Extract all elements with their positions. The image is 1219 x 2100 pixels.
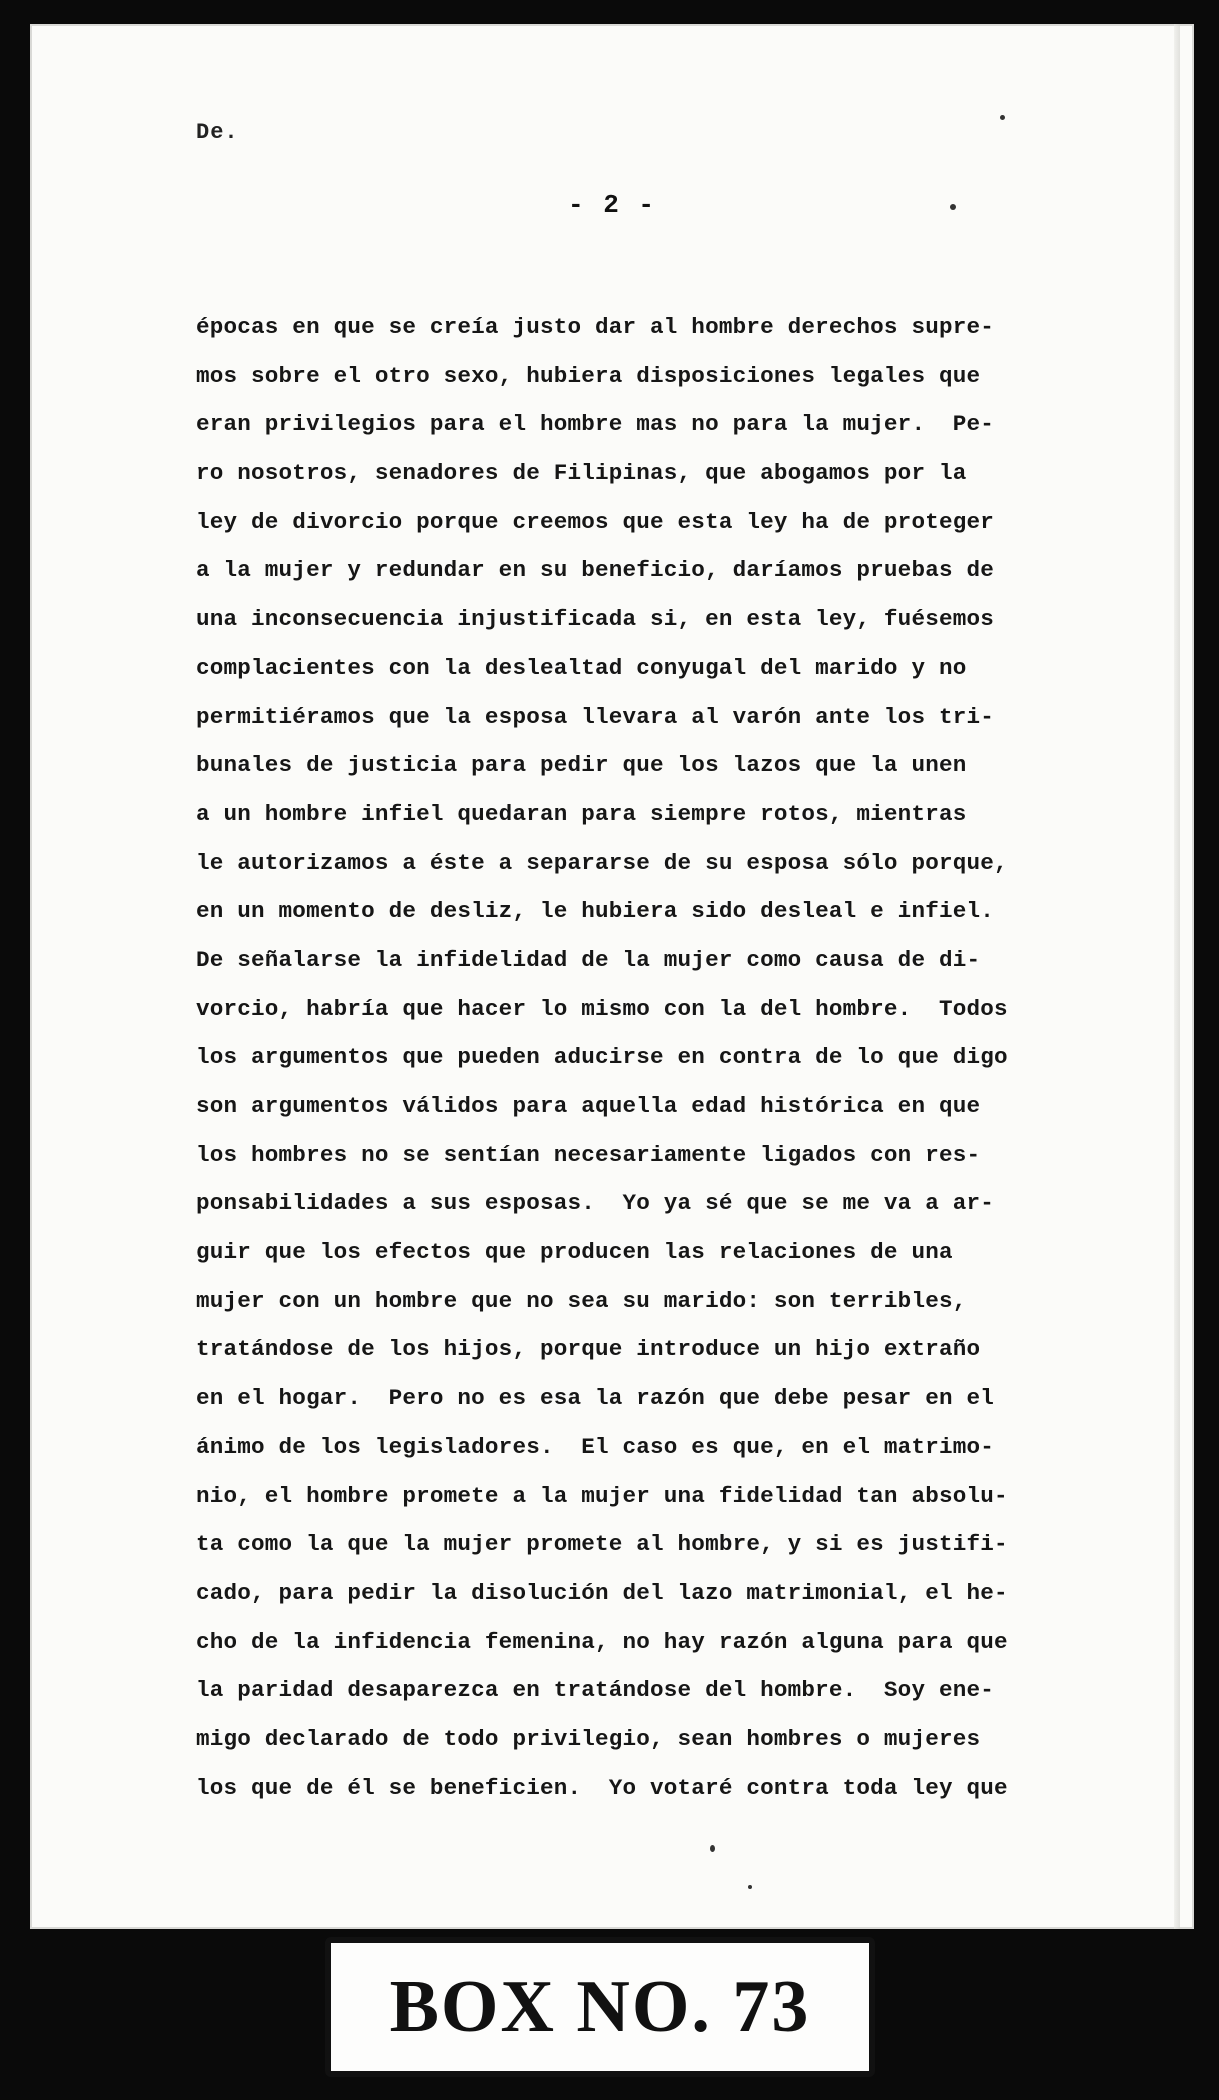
text-line: vorcio, habría que hacer lo mismo con la del hombre. Todos [196, 995, 1008, 1022]
page-edge [1174, 24, 1180, 1929]
text-line: a un hombre infiel quedaran para siempre rotos, mientras [196, 800, 967, 827]
text-line: los argumentos que pueden aducirse en contra de lo que digo [196, 1044, 1008, 1071]
text-line: ta como la que la mujer promete al hombre, y si es justifi- [196, 1531, 1008, 1558]
box-number-label: BOX NO. 73 [325, 1937, 875, 2077]
text-line: en el hogar. Pero no es esa la razón que debe pesar en el [196, 1385, 994, 1412]
text-line: mujer con un hombre que no sea su marido: son terribles, [196, 1287, 967, 1314]
page-reference: De. [196, 120, 239, 145]
text-line: los que de él se beneficien. Yo votaré contra toda ley que [196, 1774, 1008, 1801]
text-line: ponsabilidades a sus esposas. Yo ya sé que se me va a ar- [196, 1190, 994, 1217]
text-line: la paridad desaparezca en tratándose del hombre. Soy ene- [196, 1677, 994, 1704]
text-line: a la mujer y redundar en su beneficio, daríamos pruebas de [196, 557, 994, 584]
text-line: eran privilegios para el hombre mas no para la mujer. Pe- [196, 411, 994, 438]
text-line: son argumentos válidos para aquella edad histórica en que [196, 1093, 981, 1119]
text-line: migo declarado de todo privilegio, sean hombres o mujeres [196, 1725, 981, 1752]
text-line: nio, el hombre promete a la mujer una fidelidad tan absolu- [196, 1482, 1008, 1509]
text-line: ley de divorcio porque creemos que esta ley ha de proteger [196, 508, 994, 535]
text-line: guir que los efectos que producen las relaciones de una [196, 1239, 953, 1266]
text-line: tratándose de los hijos, porque introduce un hijo extraño [196, 1336, 981, 1363]
ink-speck [950, 204, 956, 210]
text-line: épocas en que se creía justo dar al hombre derechos supre- [196, 314, 994, 340]
text-line: permitiéramos que la esposa llevara al varón ante los tri- [196, 703, 994, 730]
text-line: mos sobre el otro sexo, hubiera disposiciones legales que [196, 362, 981, 389]
text-line: en un momento de desliz, le hubiera sido desleal e infiel. [196, 898, 994, 925]
text-line: cho de la infidencia femenina, no hay razón alguna para que [196, 1628, 1008, 1655]
text-line: De señalarse la infidelidad de la mujer como causa de di- [196, 946, 981, 973]
text-line: una inconsecuencia injustificada si, en esta ley, fuésemos [196, 606, 994, 633]
text-line: le autorizamos a éste a separarse de su esposa sólo porque, [196, 849, 1008, 876]
page-number: - 2 - [568, 190, 657, 220]
text-line: complacientes con la deslealtad conyugal del marido y no [196, 654, 967, 681]
text-line: bunales de justicia para pedir que los lazos que la unen [196, 752, 967, 779]
body-text [196, 303, 1126, 1812]
text-line: cado, para pedir la disolución del lazo matrimonial, el he- [196, 1579, 1008, 1606]
ink-speck [1000, 115, 1005, 120]
text-line: los hombres no se sentían necesariamente ligados con res- [196, 1141, 981, 1168]
text-line: ánimo de los legisladores. El caso es que, en el matrimo- [196, 1433, 994, 1460]
ink-speck [710, 1845, 715, 1852]
ink-speck [748, 1885, 752, 1889]
text-line: ro nosotros, senadores de Filipinas, que abogamos por la [196, 460, 967, 487]
